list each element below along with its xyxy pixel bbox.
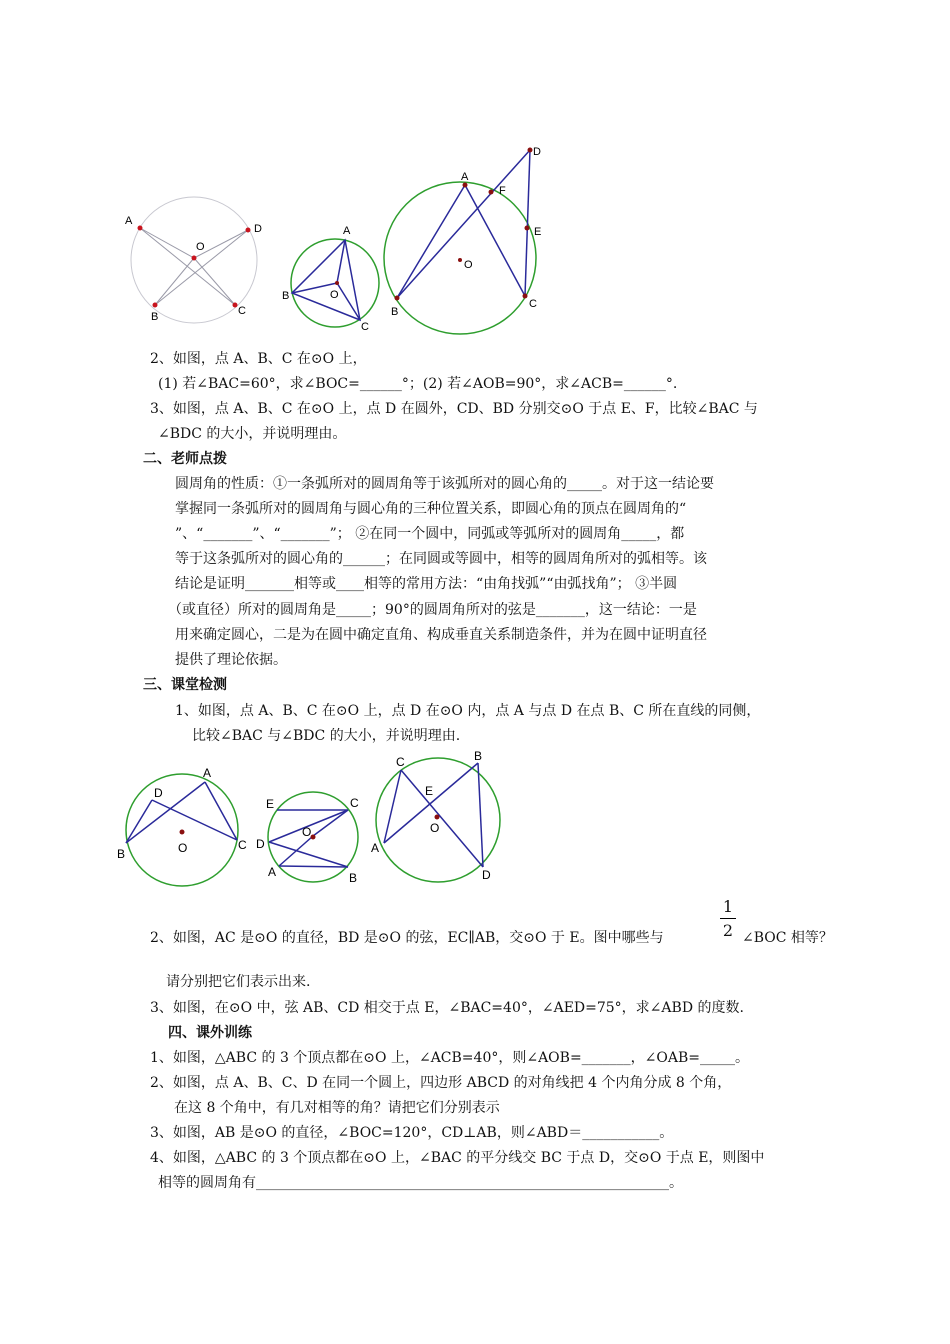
fig6-label: D (482, 868, 491, 882)
fig1-point (192, 256, 197, 261)
fig3-point (525, 226, 530, 231)
fig1-line (140, 228, 194, 258)
fig2-triangle (292, 240, 360, 320)
fig6-label: E (425, 784, 434, 798)
fraction-numerator: 1 (722, 897, 734, 916)
classroom-question-3: 3、如图，在⊙O 中，弦 AB、CD 相交于点 E，∠BAC=40°，∠AED=75°，求∠ABD 的度数. (150, 1000, 744, 1016)
fig1-point (153, 303, 158, 308)
homework-question-2-line-2: 在这 8 个角中，有几对相等的角？请把它们分别表示 (174, 1100, 500, 1116)
fig1-label: D (254, 223, 262, 235)
fig3-point (463, 183, 468, 188)
fig3-label: E (534, 226, 542, 238)
fig6-line (478, 763, 483, 867)
homework-question-3: 3、如图，AB 是⊙O 的直径，∠BOC=120°，CD⊥AB，则∠ABD＝___________。 (150, 1125, 674, 1141)
fig5-label: E (266, 797, 275, 811)
fig6-label: A (371, 841, 380, 855)
fig5-label: C (350, 796, 359, 810)
homework-question-4-line-2: 相等的圆周角有___________________________________________________________。 (158, 1175, 683, 1191)
fig2-label: A (343, 225, 351, 237)
fig4-label: C (238, 838, 247, 852)
fig1-line (155, 258, 194, 305)
teacher-paragraph-line: 等于这条弧所对的圆心角的______；在同圆或等圆中，相等的圆周角所对的弧相等。该 (175, 551, 707, 567)
fig5-label: O (302, 825, 312, 839)
homework-question-4: 4、如图，△ABC 的 3 个顶点都在⊙O 上，∠BAC 的平分线交 BC 于点 D，交⊙O 于点 E，则图中 (150, 1150, 765, 1166)
classroom-question-2: 2、如图，AC 是⊙O 的直径，BD 是⊙O 的弦，EC∥AB，交⊙O 于 E。图中哪些与 (150, 930, 664, 946)
fig4-label: O (178, 841, 188, 855)
fig1-label: B (151, 311, 159, 323)
homework-question-2: 2、如图，点 A、B、C、D 在同一个圆上，四边形 ABCD 的对角线把 4 个内角分成 8 个角， (150, 1075, 732, 1091)
fig3-line (525, 150, 530, 296)
fig6-label: B (474, 749, 483, 763)
teacher-paragraph-line: （或直径）所对的圆周角是_____；90°的圆周角所对的弦是_______，这一结论：一是 (168, 602, 697, 618)
fig4-line (152, 800, 237, 840)
classroom-question-1-line-2: 比较∠BAC 与∠BDC 的大小，并说明理由. (192, 728, 461, 744)
fig4-label: A (203, 766, 212, 780)
fig6-point (435, 815, 440, 820)
fig3-point (523, 294, 528, 299)
fraction-bar (720, 918, 736, 919)
classroom-question-1: 1、如图，点 A、B、C 在⊙O 上，点 D 在⊙O 内，点 A 与点 D 在点 B、C 所在直线的同侧， (175, 703, 761, 719)
fig4-line (126, 800, 152, 843)
fig5-line (279, 836, 313, 866)
fig5-line (279, 866, 348, 867)
fig1-point (233, 303, 238, 308)
fig1-label: C (238, 305, 246, 317)
exercise-3-line-2: ∠BDC 的大小，并说明理由。 (158, 426, 347, 442)
fig3-point (395, 296, 400, 301)
fig3-label: D (533, 146, 541, 158)
classroom-question-2-tail: ∠BOC 相等？ (742, 930, 833, 946)
teacher-paragraph-line: ”、“_______”、“_______”； ②在同一个圆中，同弧或等弧所对的圆周角_____，都 (175, 526, 685, 542)
fig4-label: D (154, 786, 163, 800)
teacher-paragraph-line: 结论是证明_______相等或____相等的常用方法：“由角找弧”“由弧找角”； ③半圆 (175, 576, 678, 592)
fig5-label: A (268, 865, 277, 879)
fig6-label: O (430, 821, 440, 835)
fig3-line (465, 185, 525, 296)
fig1-line (194, 258, 235, 305)
fig3-point (458, 258, 462, 262)
fraction-denominator: 2 (722, 921, 734, 940)
teacher-paragraph-line: 圆周角的性质：①一条弧所对的圆周角等于该弧所对的圆心角的_____。对于这一结论要 (175, 476, 714, 492)
fig5-label: B (349, 871, 358, 885)
fig5-line (313, 810, 348, 836)
exercise-2-line: 2、如图，点 A、B、C 在⊙O 上， (150, 351, 367, 367)
fig3-label: B (391, 306, 399, 318)
section-heading-classroom: 三、课堂检测 (143, 677, 227, 693)
fig2-label: B (282, 290, 290, 302)
fig3-point (489, 190, 494, 195)
teacher-paragraph-line: 提供了理论依据。 (175, 652, 287, 668)
teacher-paragraph-line: 掌握同一条弧所对的圆周角与圆心角的三种位置关系，即圆心角的顶点在圆周角的“ (175, 501, 687, 517)
fig3-label: F (499, 185, 506, 197)
section-heading-teacher: 二、老师点拨 (143, 451, 227, 467)
homework-question-1: 1、如图，△ABC 的 3 个顶点都在⊙O 上，∠ACB=40°，则∠AOB=_______，∠OAB=_____。 (150, 1050, 750, 1066)
fig1-point (246, 228, 251, 233)
fig1-label: O (196, 241, 205, 253)
exercise-2-questions: (1) 若∠BAC=60°，求∠BOC=______°；(2) 若∠AOB=90°，求∠ACB=______°. (158, 376, 678, 392)
fig5-line (269, 842, 348, 867)
one-half-fraction (720, 897, 736, 940)
fig3-point (528, 148, 533, 153)
fig2-point (335, 281, 339, 285)
section-heading-homework: 四、课外训练 (168, 1025, 252, 1041)
fig2-label: O (330, 289, 339, 301)
fig4-point (180, 830, 185, 835)
fig6-line (384, 770, 401, 843)
fig4-label: B (117, 847, 126, 861)
fig4-line (126, 782, 205, 843)
fig1-label: A (125, 215, 133, 227)
fig1-point (138, 226, 143, 231)
exercise-3-line: 3、如图，点 A、B、C 在⊙O 上，点 D 在圆外，CD、BD 分别交⊙O 于点 E、F，比较∠BAC 与 (150, 401, 758, 417)
fig3-label: O (464, 259, 473, 271)
fig3-line (397, 185, 465, 298)
fig6-label: C (396, 755, 405, 769)
fig5-label: D (256, 837, 265, 851)
fig2-label: C (361, 321, 369, 333)
fig3-label: C (529, 298, 537, 310)
teacher-paragraph-line: 用来确定圆心，二是为在圆中确定直角、构成垂直关系制造条件，并为在圆中证明直径 (175, 627, 707, 643)
fig3-label: A (461, 171, 469, 183)
classroom-question-2-line-2: 请分别把它们表示出来. (166, 974, 311, 990)
